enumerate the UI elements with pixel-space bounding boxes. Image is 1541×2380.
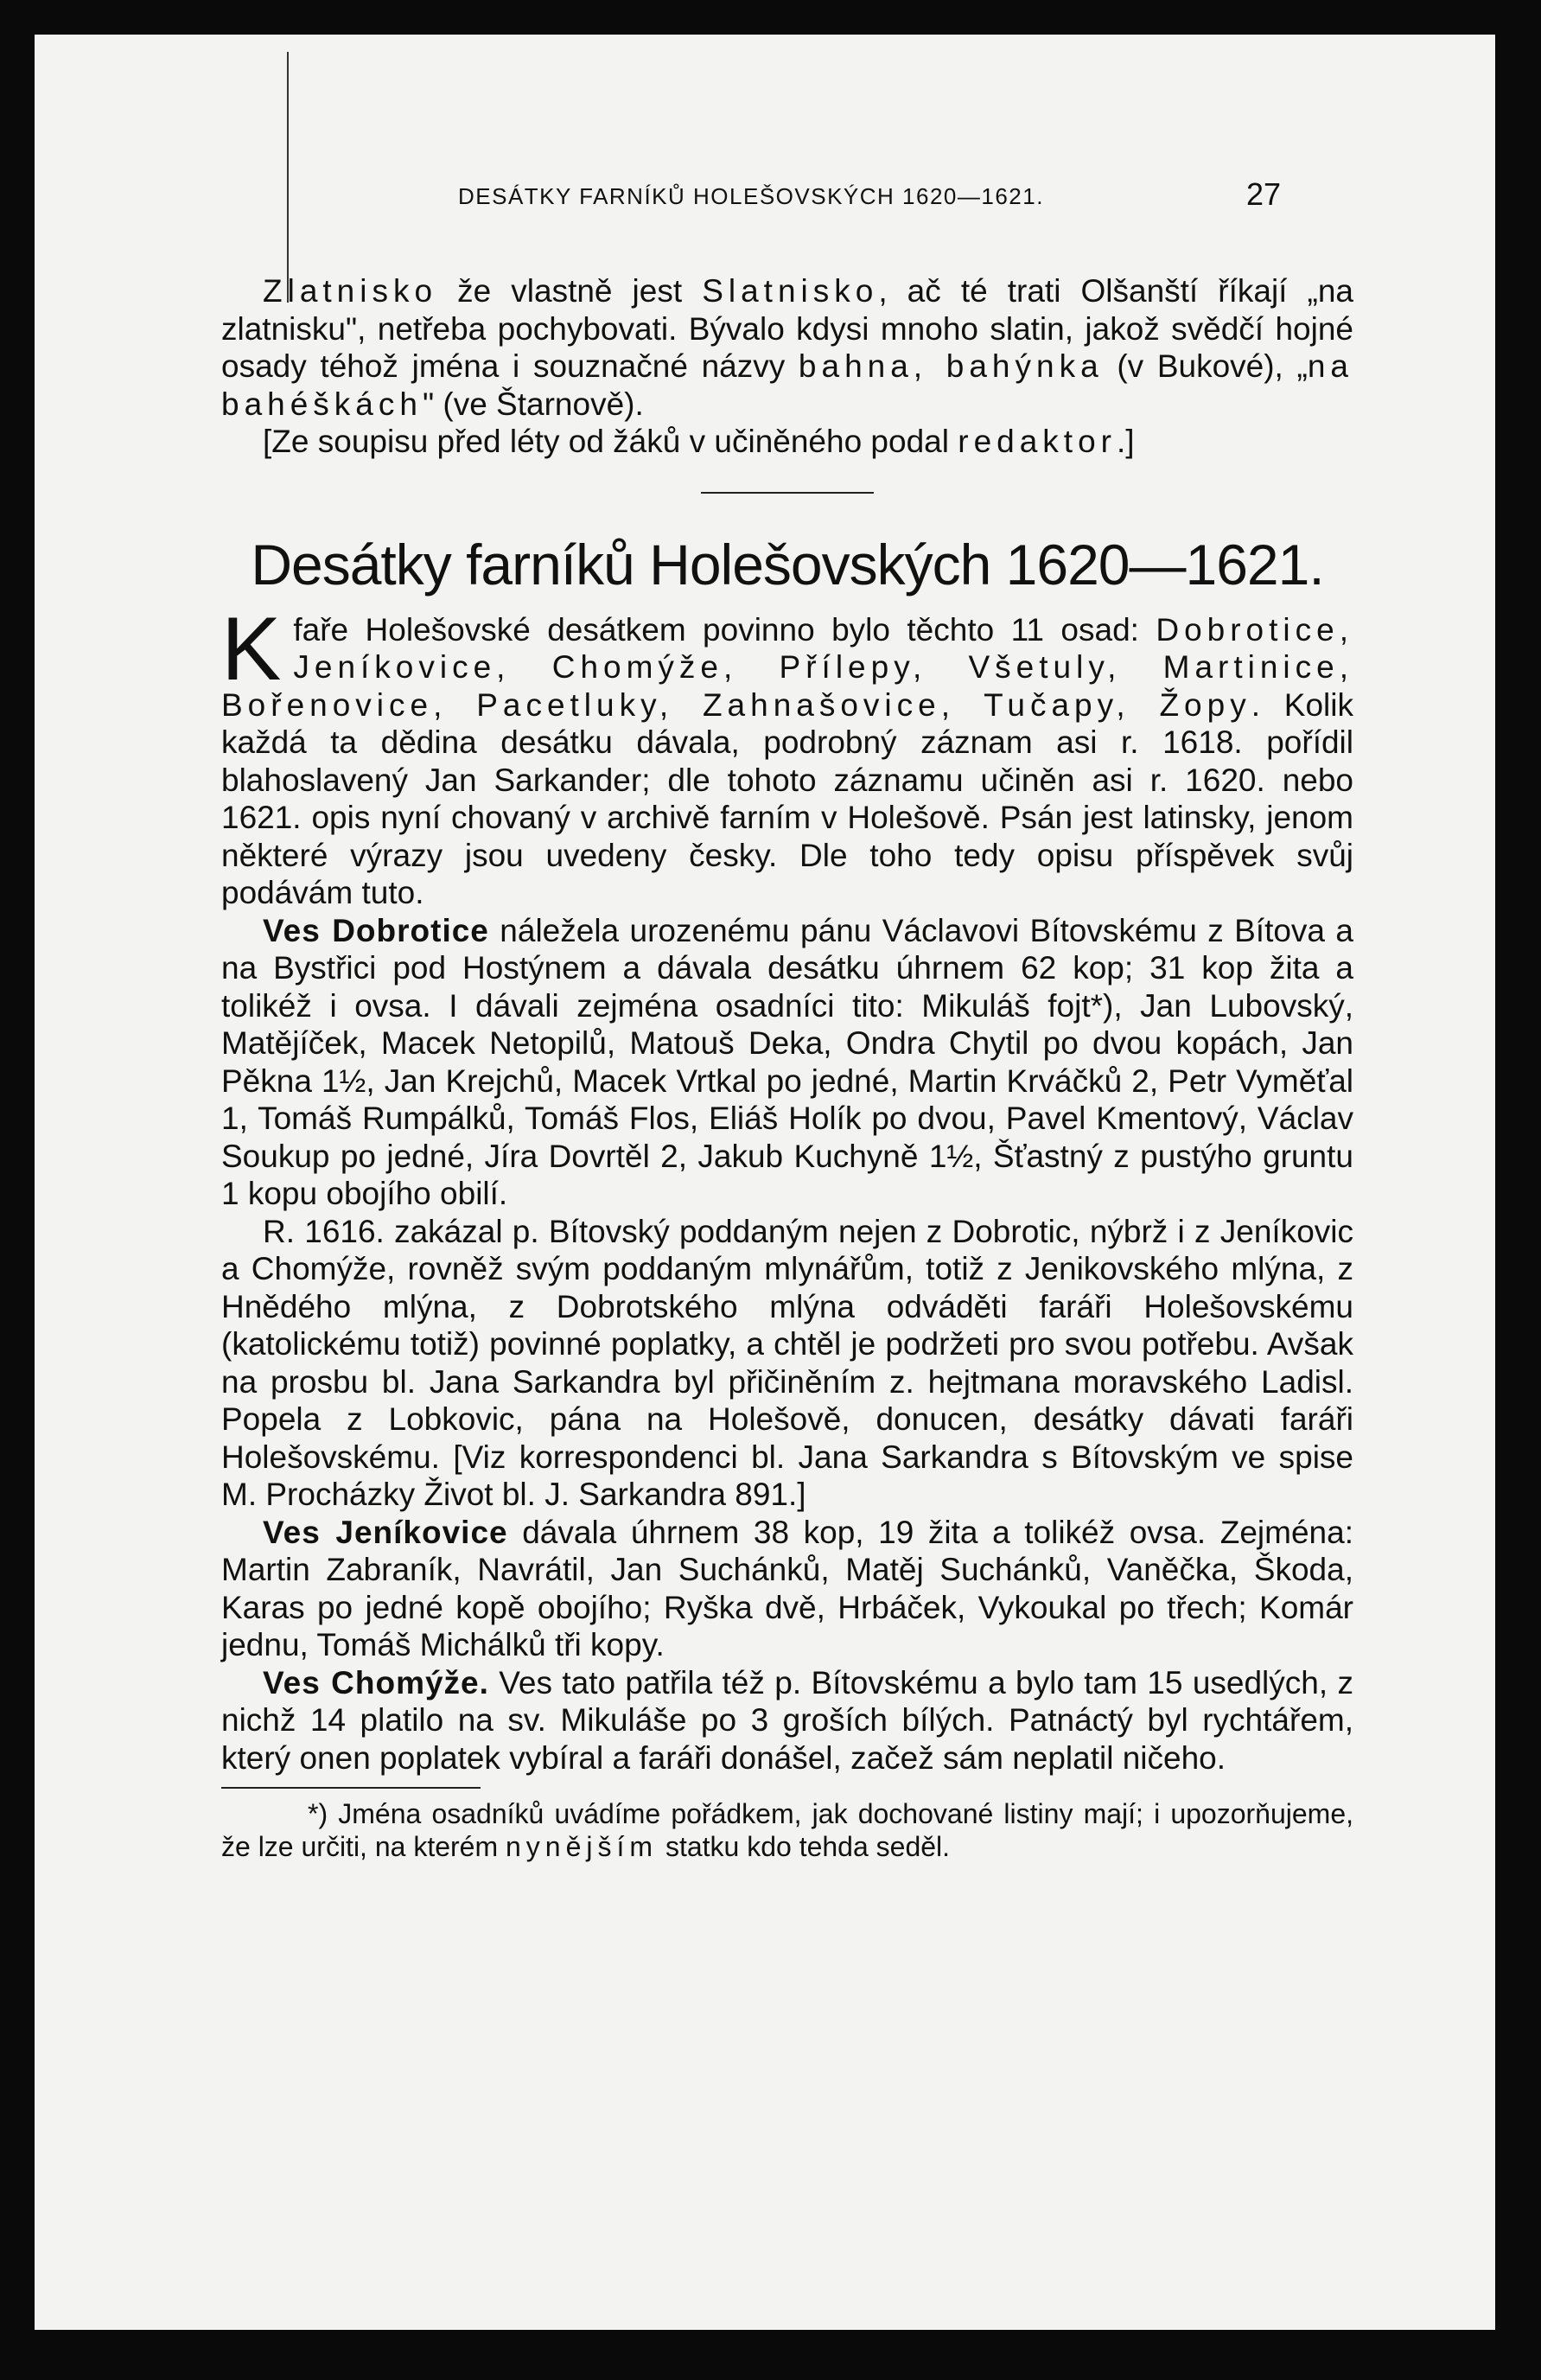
section-separator xyxy=(701,492,874,494)
running-title: DESÁTKY FARNÍKŮ HOLEŠOVSKÝCH 1620—1621. xyxy=(458,183,1044,209)
footnote xyxy=(221,1797,1353,1863)
footnote-text-b: statku kdo tehda seděl. xyxy=(658,1831,951,1862)
page-number: 27 xyxy=(1246,176,1282,212)
top-note-text-1: že vlastně jest xyxy=(437,273,703,309)
jenikovice-heading: Ves Jeníkovice xyxy=(263,1514,508,1550)
source-note xyxy=(221,423,1353,461)
jenikovice-text: dávala úhrnem 38 kop, 19 žita a tolikéž ovsa. Zejména: Martin Zabraník, Navrátil, Jan Suchánků, Matěj Suchánků, Vaněčka, Škoda, Karas po jedné kopě obojího; Ryška dvě, Hrbáček, Vykoukal po třech; Komár jednu, Tomáš Michálků tři kopy. xyxy=(221,1514,1353,1662)
chomyze-text: Ves tato patřila též p. Bítovskému a bylo tam 15 usedlých, z nichž 14 platilo na sv. Mikuláše po 3 groších bílých. Patnáctý byl rychtářem, který onen poplatek vybíral a faráři donášel, začež sám neplatil ničeho. xyxy=(221,1664,1353,1776)
drop-cap: K xyxy=(221,598,282,699)
top-note-paragraph xyxy=(221,272,1353,423)
footnote-text-a: Jména osadníků uvádíme pořádkem, jak dochované listiny mají; i upozorňujeme, že lze určiti, na kterém xyxy=(221,1798,1353,1862)
chomyze-heading: Ves Chomýže. xyxy=(263,1664,489,1700)
footnote-rule xyxy=(221,1787,481,1789)
source-note-spaced: redaktor xyxy=(958,424,1117,459)
intro-villages: Dobrotice, Jeníkovice, Chomýže, Přílepy, Všetuly, Martinice, Bořenovice, Pacetluky, Zahnašovice, Tučapy, Žopy xyxy=(221,611,1353,723)
chomyze-paragraph xyxy=(221,1664,1353,1777)
article-title: Desátky farníků Holešovských 1620—1621. xyxy=(251,532,1324,597)
body-text xyxy=(221,272,1353,1863)
book-page xyxy=(35,35,1495,2330)
footnote-marker: *) xyxy=(308,1798,328,1829)
top-note-spaced-2: bahna, bahýnka xyxy=(798,348,1104,384)
source-note-end: .] xyxy=(1116,424,1135,459)
top-note-spaced-3: na bahéškách xyxy=(221,348,1353,422)
dobrotice-heading: Ves Dobrotice xyxy=(263,912,489,948)
top-note-spaced-word: Slatnisko xyxy=(702,273,879,309)
intro-text-a: faře Holešovské desátkem povinno bylo těchto 11 osad: xyxy=(293,611,1156,648)
dobrotice-paragraph xyxy=(221,912,1353,1213)
footnote-spaced: nynějším xyxy=(506,1831,659,1862)
jenikovice-paragraph xyxy=(221,1514,1353,1664)
paragraph-1616: R. 1616. zakázal p. Bítovský poddaným nejen z Dobrotic, nýbrž i z Jeníkovic a Chomýže, rovněž svým poddaným mlynářům, totiž z Jenikovského mlýna, z Hnědého mlýna, z Dobrotského mlýna odváděti faráři Holešovskému (katolickému totiž) povinné poplatky, a chtěl je podržeti pro svou potřebu. Avšak na prosbu bl. Jana Sarkandra byl přičiněním z. hejtmana moravského Ladisl. Popela z Lobkovic, pána na Holešově, donucen, desátky dávati faráři Holešovskému. [Viz korrespondenci bl. Jana Sarkandra s Bítovským ve spise M. Procházky Život bl. J. Sarkandra 891.] xyxy=(221,1213,1353,1512)
margin-rule xyxy=(287,52,289,303)
source-note-text: [Ze soupisu před léty od žáků v učiněného podal xyxy=(263,424,958,459)
top-note-text-3: (v Bukové), „ xyxy=(1103,348,1308,384)
top-note-lead-word: Zlatnisko xyxy=(263,273,438,309)
intro-paragraph xyxy=(221,598,1353,912)
top-note-text-4: " (ve Štarnově). xyxy=(422,386,644,422)
intro-text-b: . Kolik každá ta dědina desátku dávala, podrobný záznam asi r. 1618. pořídil blahoslavený Jan Sarkander; dle tohoto záznamu učiněn asi r. 1620. nebo 1621. opis nyní chovaný v archivě farním v Holešově. Psán jest latinsky, jenom některé výrazy jsou uvedeny česky. Dle toho tedy opisu příspěvek svůj podávám tuto. xyxy=(221,686,1353,910)
running-head xyxy=(35,173,1495,225)
dobrotice-text: náležela urozenému pánu Václavovi Bítovskému z Bítova a na Bystřici pod Hostýnem a dávala desátku úhrnem 62 kop; 31 kop žita a tolikéž i ovsa. I dávali zejména osadníci tito: Mikuláš fojt*), Jan Lubovský, Matějíček, Macek Netopilů, Matouš Deka, Ondra Chytil po dvou kopách, Jan Pěkna 1½, Jan Krejchů, Macek Vrtkal po jedné, Martin Krváčků 2, Petr Vyměťal 1, Tomáš Rumpálků, Tomáš Flos, Eliáš Holík po dvou, Pavel Kmentový, Václav Soukup po jedné, Jíra Dovrtěl 2, Jakub Kuchyně 1½, Šťastný z pustýho gruntu 1 kopu obojího obilí. xyxy=(221,912,1353,1211)
top-note-text-2: , ač té trati Olšanští říkají „na zlatnisku", netřeba pochybovati. Bývalo kdysi mnoho slatin, jakož svědčí hojné osady téhož jména i souznačné názvy xyxy=(221,273,1353,384)
